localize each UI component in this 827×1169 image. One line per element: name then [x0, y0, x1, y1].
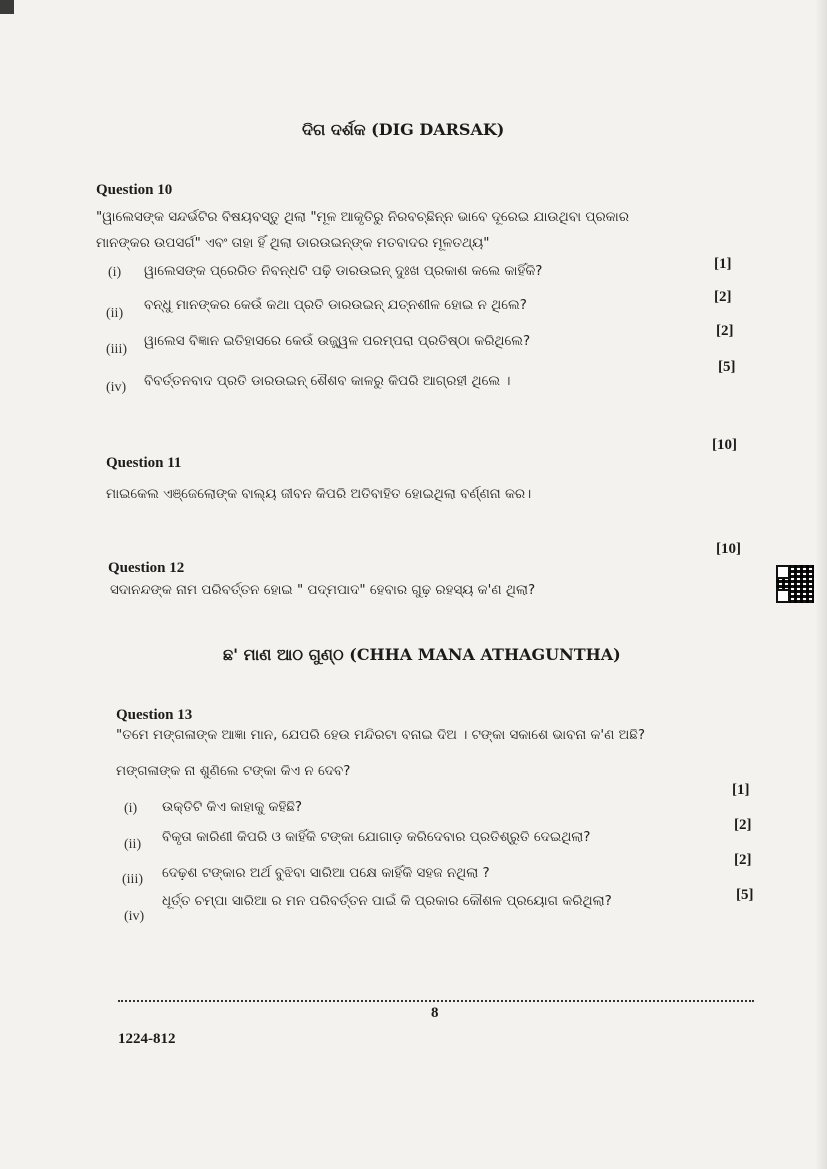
question-12-heading: Question 12 [108, 560, 185, 576]
section-title-dig-darsak: ଦିଗ ଦର୍ଶକ (DIG DARSAK) [302, 120, 505, 139]
question-13-intro-line-2: ମଙ୍ଗଳାଙ୍କ ନା ଶୁଣିଲେ ଟଙ୍କା କିଏ ନ ଦେବ? [116, 763, 351, 779]
q10-item-iv-text: ବିବର୍ତ୍ତନବାଦ ପ୍ରତି ଡାରଉଇନ୍ ଶୈଶବ କାଳରୁ କିପରି ଆଗ୍ରହୀ ଥିଲେ । [144, 373, 511, 389]
q10-item-i-text: ୱାଲେସଙ୍କ ପ୍ରେରିତ ନିବନ୍ଧଟି ପଢ଼ି ଡାରଉଇନ୍ ଦୁଃଖ ପ୍ରକାଶ କଲେ କାହିଁକି? [144, 263, 543, 279]
scan-corner [0, 0, 14, 14]
q13-item-ii-number: (ii) [124, 837, 142, 852]
q13-item-ii-marks: [2] [734, 817, 752, 833]
question-13-intro-line-1: "ତମେ ମଙ୍ଗଳାଙ୍କ ଆଜ୍ଞା ମାନ, ଯେପରି ହେଉ ମନ୍ଦିରଟା ବନାଇ ଦିଅ । ଟଙ୍କା ସକାଶେ ଭାବନା କ'ଣ ଅଛି? [116, 727, 646, 743]
q13-item-iv-marks: [5] [736, 887, 754, 903]
q10-item-iv-marks: [5] [718, 359, 736, 375]
q10-item-iii-number: (iii) [106, 342, 127, 357]
q13-item-i-marks: [1] [732, 782, 750, 798]
question-12-marks: [10] [716, 541, 741, 557]
footer-rule [118, 1000, 754, 1002]
q13-item-i-number: (i) [124, 801, 138, 816]
section-title-chha-mana-athaguntha: ଛ' ମାଣ ଆଠ ଗୁଣ୍ଠ (CHHA MANA ATHAGUNTHA) [223, 645, 621, 664]
q10-item-iii-text: ୱାଲେସ ବିଜ୍ଞାନ ଇତିହାସରେ କେଉଁ ଉଜ୍ଜ୍ୱଳ ପରମ୍ପରା ପ୍ରତିଷ୍ଠା କରିଥିଲେ? [144, 333, 531, 349]
question-10-intro-line-2: ମାନଙ୍କର ଉପସର୍ଗ" ଏବଂ ତାହା ହିଁ ଥିଲା ଡାରଉଇନ୍‌ଙ୍କ ମତବାଦର ମୂଳତଥ୍ୟ" [96, 235, 490, 251]
question-11-text: ମାଇକେଲ ଏଞ୍ଜେଲୋଙ୍କ ବାଲ୍ୟ ଜୀବନ କିପରି ଅତିବାହିତ ହୋଇଥିଲା ବର୍ଣ୍ଣନା କର। [106, 486, 532, 502]
question-12-text: ସଦାନନ୍ଦଙ୍କ ନାମ ପରିବର୍ତ୍ତନ ହୋଇ " ପଦ୍ମପାଦ" ହେବାର ଗୁଢ଼ ରହସ୍ୟ କ'ଣ ଥିଲା? [110, 582, 536, 598]
question-13-heading: Question 13 [116, 707, 193, 723]
question-11-marks: [10] [712, 437, 737, 453]
q10-item-ii-marks: [2] [714, 289, 732, 305]
q10-item-iii-marks: [2] [716, 323, 734, 339]
scan-edge-shadow [815, 0, 827, 1169]
q13-item-ii-text: ବିକୃତା କାରିଣୀ କିପରି ଓ କାହିଁକି ଟଙ୍କା ଯୋଗାଡ଼ କରିଦେବାର ପ୍ରତିଶ୍ରୁତି ଦେଇଥିଲା? [162, 829, 591, 845]
page-number: 8 [431, 1005, 439, 1021]
q13-item-iii-marks: [2] [734, 852, 752, 868]
q10-item-iv-number: (iv) [106, 380, 127, 395]
q10-item-ii-number: (ii) [106, 306, 124, 321]
question-10-intro-line-1: "ୱାଲେସଙ୍କ ସନ୍ଦର୍ଭଟିର ବିଷୟବସ୍ତୁ ଥିଲା "ମୂଳ ଆକୃତିରୁ ନିରବଚ୍ଛିନ୍ନ ଭାବେ ଦୂରେଇ ଯାଉଥିବା ପ୍ରକାର [96, 209, 629, 225]
q10-item-i-number: (i) [108, 265, 122, 280]
qr-code [776, 565, 814, 603]
paper-code: 1224-812 [118, 1031, 176, 1047]
q10-item-i-marks: [1] [714, 256, 732, 272]
q13-item-i-text: ଉକ୍ତିଟି କିଏ କାହାକୁ କହିଛି? [162, 799, 303, 815]
q10-item-ii-text: ବନ୍ଧୁ ମାନଙ୍କର କେଉଁ କଥା ପ୍ରତି ଡାରଉଇନ୍ ଯତ୍ନଶୀଳ ହୋଇ ନ ଥିଲେ? [144, 297, 527, 313]
q13-item-iii-text: ଦେଢ଼ଶ ଟଙ୍କାର ଅର୍ଥ ବୁଝିବା ସାରିଆ ପକ୍ଷେ କାହିଁକି ସହଜ ନଥିଲା ? [162, 865, 490, 881]
q13-item-iv-number: (iv) [124, 909, 145, 924]
q13-item-iv-text: ଧୂର୍ତ୍ତ ଚମ୍ପା ସାରିଆ ର ମନ ପରିବର୍ତ୍ତନ ପାଇଁ କି ପ୍ରକାର କୌଶଳ ପ୍ରୟୋଗ କରିଥିଲା? [162, 893, 612, 909]
q13-item-iii-number: (iii) [122, 872, 143, 887]
question-11-heading: Question 11 [106, 455, 182, 471]
question-10-heading: Question 10 [96, 182, 173, 198]
